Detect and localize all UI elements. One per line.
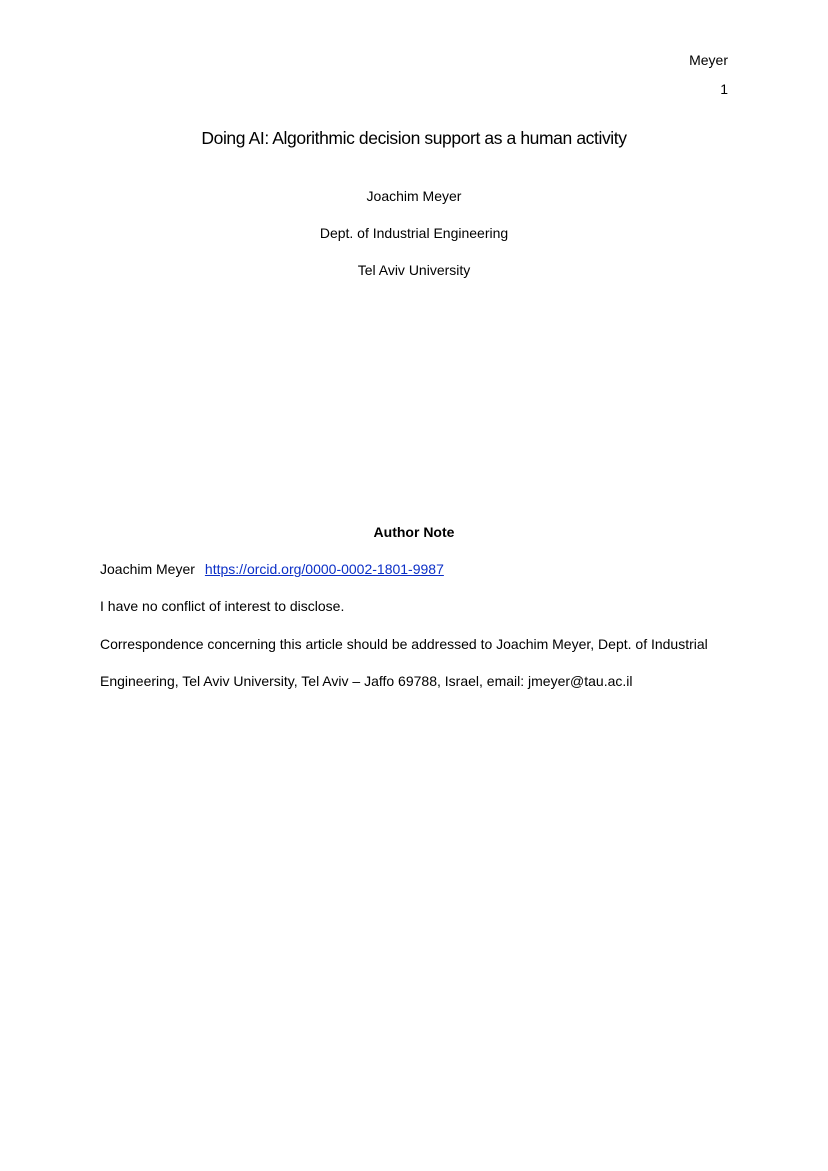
paper-title: Doing AI: Algorithmic decision support as a human activity [201, 128, 627, 148]
correspondence-line-2: Engineering, Tel Aviv University, Tel Aviv – Jaffo 69788, Israel, email: jmeyer@tau.ac.il [100, 673, 633, 689]
orcid-author-name: Joachim Meyer [100, 561, 195, 577]
correspondence-line-1: Correspondence concerning this article should be addressed to Joachim Meyer, Dept. of Industrial [100, 636, 708, 652]
author-name: Joachim Meyer [366, 188, 462, 204]
author-department: Dept. of Industrial Engineering [319, 225, 509, 241]
conflict-statement: I have no conflict of interest to disclose. [100, 598, 345, 614]
orcid-line [100, 560, 740, 578]
author-note-heading: Author Note [373, 524, 455, 540]
author-university: Tel Aviv University [357, 262, 471, 278]
page-number: 1 [720, 81, 728, 97]
running-head: Meyer [689, 52, 728, 68]
orcid-link[interactable]: https://orcid.org/0000-0002-1801-9987 [204, 561, 444, 577]
